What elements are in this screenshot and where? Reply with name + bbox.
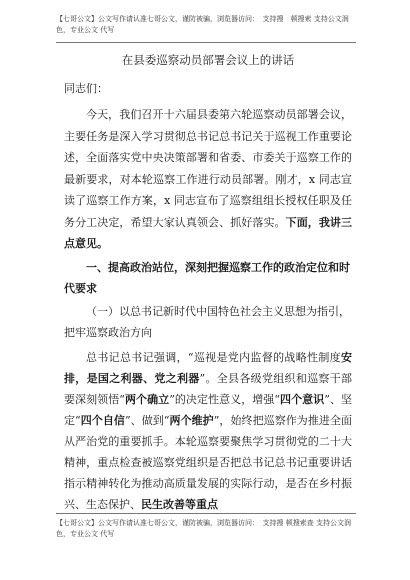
intro-tail: 下面，我讲三点意见。 [64,215,353,250]
page-footer-watermark: 【七哥公文】公文写作请认准七哥公文，谨防被骗，浏览器访问： 支持搜 顿搜索查 支持公文润色，专业公文 代写 [56,519,351,538]
page-header-watermark: 【七哥公文】公文写作请认准七哥公文，谨防被骗，浏览器访问： 支持搜 顿搜索 支持公文润色，专业公文 代写 [56,15,349,34]
p1-text-a: 总书记总书记强调，“巡视是党内监督的战略性制度 [86,350,341,364]
section-heading-1: 一、提高政治站位，深刻把握巡察工作的政治定位和时代要求 [64,260,350,295]
salutation: 同志们： [64,82,108,95]
p1-text-i: ”、做到“ [124,413,170,427]
subsection-heading-1: （一）以总书记新时代中国特色社会主义思想为指引，把牢巡察政治方向 [64,304,350,339]
footer-rule [56,513,356,514]
p1-bold-b: 安排，是国之利器、党之利器 [64,350,352,385]
p1-text-e: ”的决定性意义，增强“ [169,392,280,406]
p1-text-c: ”。全县各级党组织和巡察干部要深刻领悟“ [64,371,353,406]
p1-bold-h: 四个自信 [80,413,125,427]
intro-paragraph [64,104,352,255]
intro-text: 今天，我们召开十六届县委第六轮巡察动员部署会议，主要任务是深入学习贯彻总书记总书记关于巡视工作重要论述，全面落实党中央决策部署和省委、市委关于巡察工作的最新要求，对本轮巡察工作进行动员部署。刚才，x 同志宣读了巡察工作方案，x 同志宣布了巡察组组长授权任职及任务分工决定，希望大家认真领会、抓好落实。 [64,108,352,229]
header-rule [56,42,356,43]
body-paragraph-1 [64,347,352,515]
p1-bold-l: 民生改善等重点 [141,497,218,511]
p1-text-k: ”，始终把巡察作为推进全面从严治党的重要抓手。本轮巡察要聚焦学习贯彻党的二十大精神，重点检查被巡察党组织是否把总书记总书记重要讲话指示精神转化为推动高质量发展的实际行动，是否在乡村振兴、生态保护、 [64,413,353,511]
p1-bold-j: 两个维护 [169,413,214,427]
p1-bold-d: 两个确立 [124,392,170,406]
document-body [64,52,352,515]
document-title: 在县委巡察动员部署会议上的讲话 [121,53,295,67]
p1-text-g: ”、坚定“ [64,392,353,427]
p1-bold-f: 四个意识 [280,392,325,406]
